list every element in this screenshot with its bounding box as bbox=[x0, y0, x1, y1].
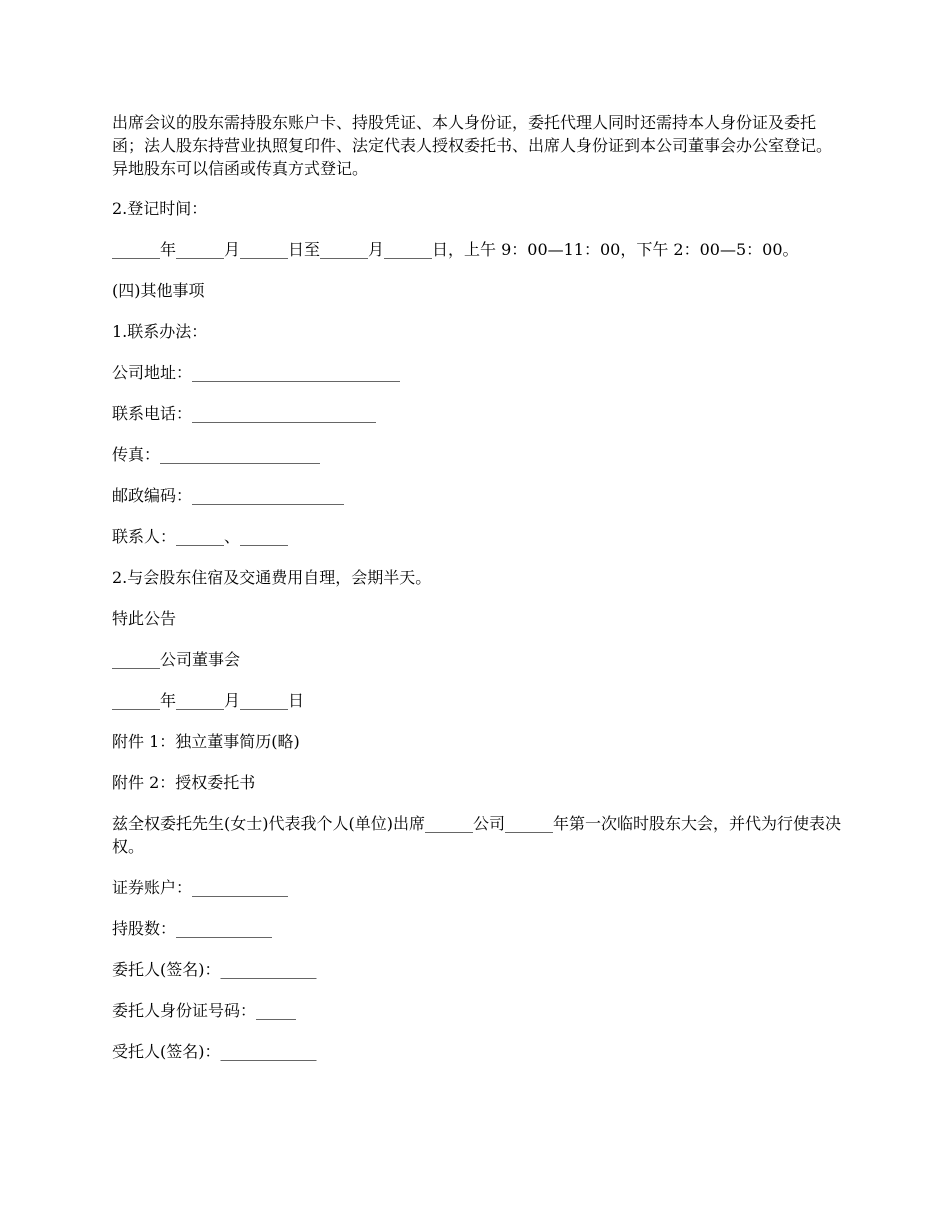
expenses-note: 2.与会股东住宿及交通费用自理，会期半天。 bbox=[112, 568, 432, 587]
proxy-signature-line: 受托人(签名)：____________ bbox=[112, 1042, 317, 1061]
principal-id-number-line: 委托人身份证号码：_____ bbox=[112, 1001, 297, 1020]
attachment-1: 附件 1：独立董事简历(略) bbox=[112, 732, 300, 751]
signature-date: ______年______月______日 bbox=[112, 691, 305, 710]
company-address-line: 公司地址：__________________________ bbox=[112, 363, 401, 382]
registration-time-detail: ______年______月______日至______月______日，上午 9：00—11：00，下午 2：00—5：00。 bbox=[112, 240, 799, 259]
document-page bbox=[112, 111, 842, 1081]
proxy-authorization-paragraph: 兹全权委托先生(女士)代表我个人(单位)出席______公司______年第一次临时股东大会，并代为行使表决权。 bbox=[112, 814, 841, 856]
contact-phone-line: 联系电话：_______________________ bbox=[112, 404, 377, 423]
principal-signature-line: 委托人(签名)：____________ bbox=[112, 960, 317, 979]
attachment-2: 附件 2：授权委托书 bbox=[112, 773, 256, 792]
fax-line: 传真：____________________ bbox=[112, 445, 321, 464]
board-signature: ______公司董事会 bbox=[112, 650, 241, 669]
announcement-closing: 特此公告 bbox=[112, 609, 177, 628]
other-matters-heading: (四)其他事项 bbox=[112, 281, 205, 300]
postal-code-line: 邮政编码：___________________ bbox=[112, 486, 345, 505]
contact-method-heading: 1.联系办法： bbox=[112, 322, 208, 341]
registration-requirements-paragraph: 出席会议的股东需持股东账户卡、持股凭证、本人身份证，委托代理人同时还需持本人身份证及委托函；法人股东持营业执照复印件、法定代表人授权委托书、出席人身份证到本公司董事会办公室登记。异地股东可以信函或传真方式登记。 bbox=[112, 113, 833, 178]
registration-time-heading: 2.登记时间： bbox=[112, 199, 208, 218]
contact-person-line: 联系人：______、______ bbox=[112, 527, 289, 546]
shares-held-line: 持股数：____________ bbox=[112, 919, 273, 938]
securities-account-line: 证券账户：____________ bbox=[112, 878, 289, 897]
